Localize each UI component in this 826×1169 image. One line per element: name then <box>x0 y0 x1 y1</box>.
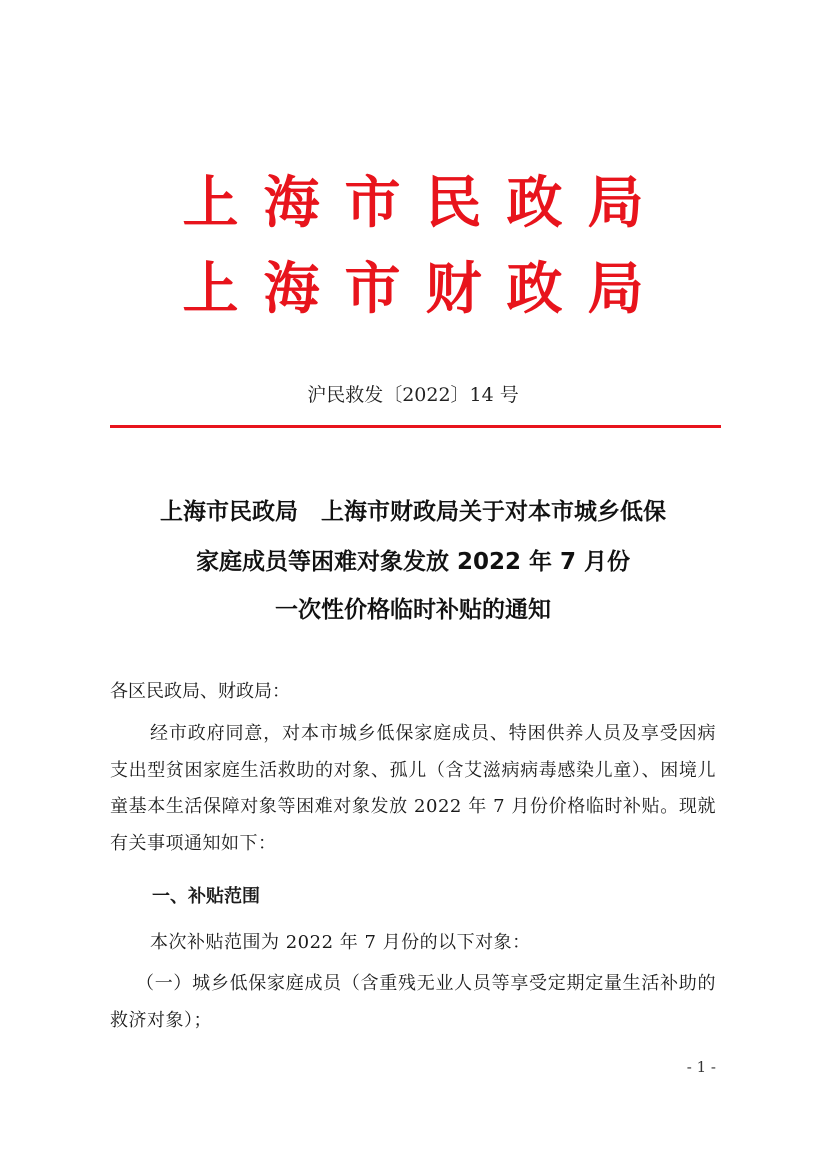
body-paragraph-item-1: （一）城乡低保家庭成员（含重残无业人员等享受定期定量生活补助的救济对象）； <box>110 973 716 1031</box>
page-number: - 1 - <box>686 1058 716 1076</box>
section-heading-subsidy-scope: 一、补贴范围 <box>152 886 260 907</box>
body-paragraph-scope: 本次补贴范围为 2022 年 7 月份的以下对象： <box>150 932 531 953</box>
salutation: 各区民政局、财政局： <box>110 681 290 702</box>
body-paragraph-intro: 经市政府同意，对本市城乡低保家庭成员、特困供养人员及享受因病支出型贫困家庭生活救助的对象、孤儿（含艾滋病病毒感染儿童）、困境儿童基本生活保障对象等困难对象发放 2022 年 7 月份价格临时补贴。现就有关事项通知如下： <box>110 723 716 854</box>
red-divider-line <box>110 425 721 428</box>
letterhead-agency-finance: 上海市财政局 <box>182 256 669 322</box>
document-number: 沪民救发〔2022〕14 号 <box>307 384 519 406</box>
document-title-line-1: 上海市民政局 上海市财政局关于对本市城乡低保 <box>160 499 666 525</box>
document-title-line-3: 一次性价格临时补贴的通知 <box>275 597 551 623</box>
letterhead-agency-civil-affairs: 上海市民政局 <box>182 170 669 236</box>
document-title-line-2: 家庭成员等困难对象发放 2022 年 7 月份 <box>195 549 631 575</box>
